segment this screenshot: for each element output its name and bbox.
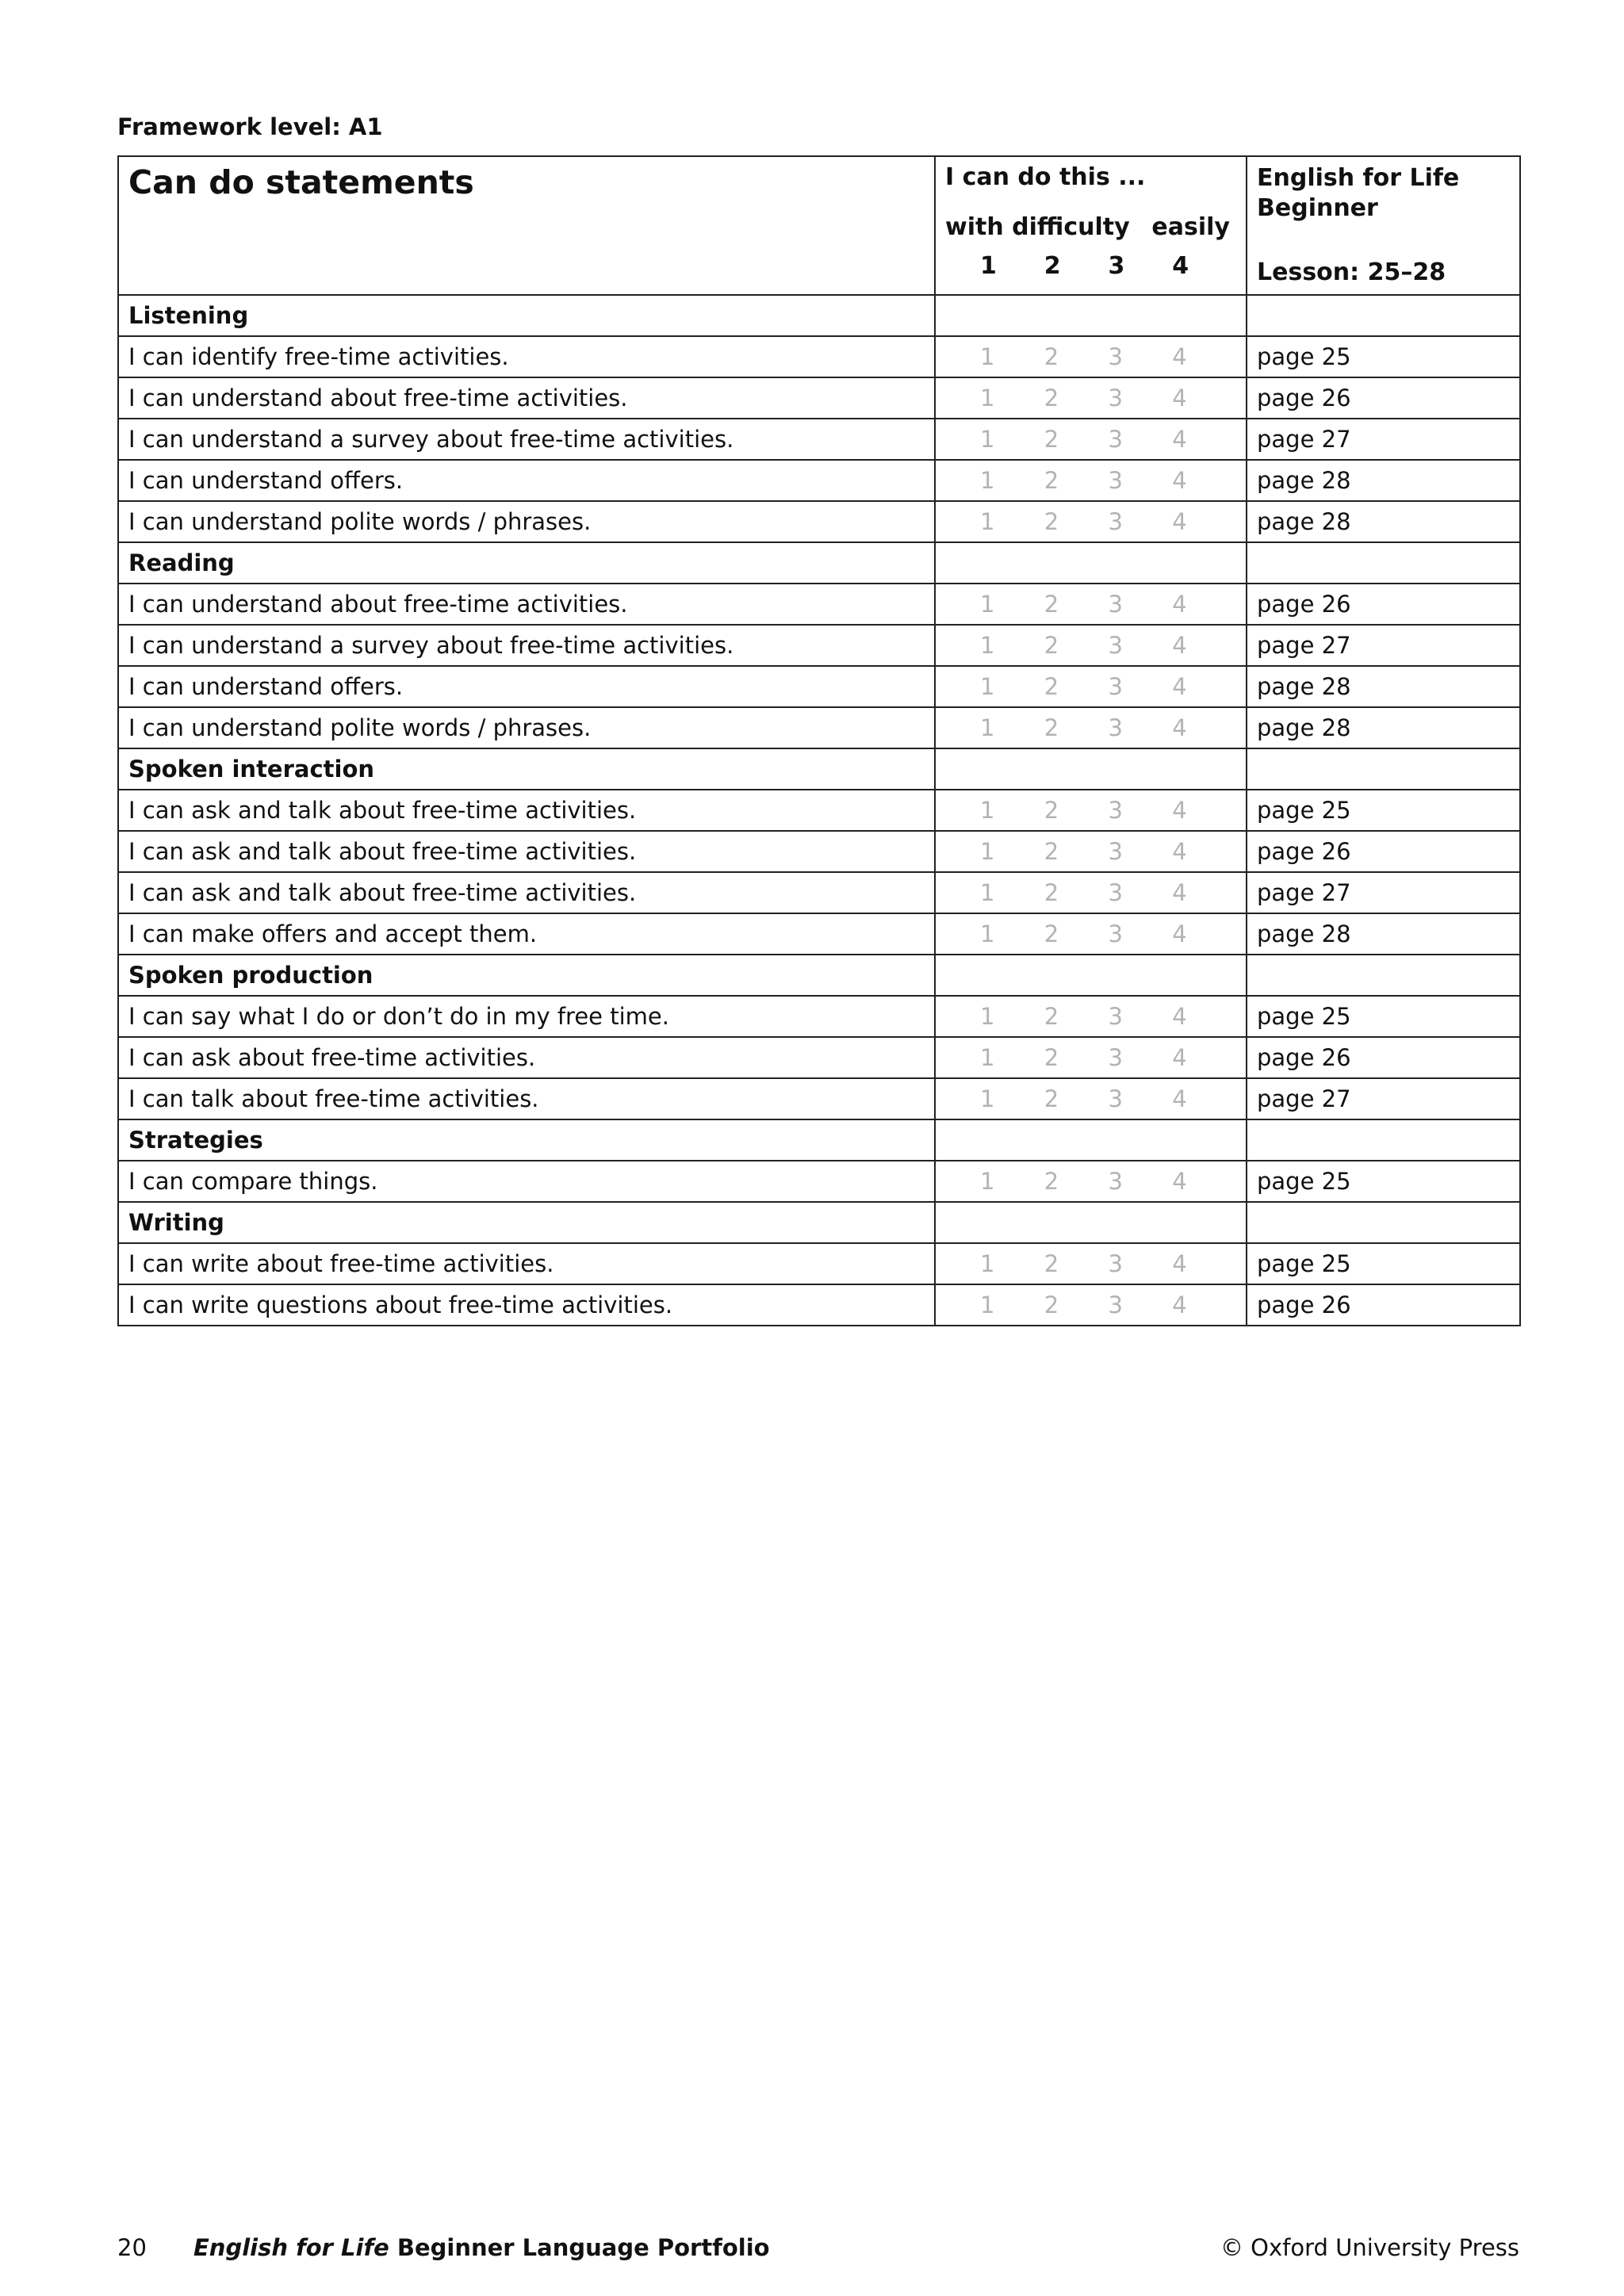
section-title: Writing — [118, 1202, 935, 1243]
rating-option[interactable]: 1 — [980, 1292, 995, 1318]
rating-option[interactable]: 4 — [1172, 632, 1187, 659]
rating-cell — [935, 707, 1247, 748]
statement-text: I can ask about free-time activities. — [118, 1037, 935, 1078]
empty-cell — [1247, 748, 1520, 790]
page-reference: page 28 — [1247, 501, 1520, 542]
statement-text: I can understand polite words / phrases. — [118, 707, 935, 748]
publication-title — [193, 2234, 770, 2261]
header-scale-cell — [935, 156, 1247, 295]
rating-option[interactable]: 2 — [1044, 467, 1059, 494]
rating-option[interactable]: 3 — [1108, 343, 1123, 370]
rating-option[interactable]: 3 — [1108, 591, 1123, 618]
book-level: Beginner — [1257, 194, 1378, 222]
empty-cell — [1247, 542, 1520, 584]
rating-option[interactable]: 4 — [1172, 508, 1187, 535]
section-title: Reading — [118, 542, 935, 584]
statement-row — [118, 625, 1520, 666]
rating-option[interactable]: 3 — [1108, 879, 1123, 906]
rating-cell — [935, 913, 1247, 955]
page-reference: page 27 — [1247, 1078, 1520, 1119]
rating-option[interactable]: 1 — [980, 920, 995, 947]
rating-cell — [935, 584, 1247, 625]
section-row — [118, 748, 1520, 790]
rating-option[interactable]: 1 — [980, 508, 995, 535]
rating-cell — [935, 460, 1247, 501]
section-title: Spoken production — [118, 955, 935, 996]
rating-cell — [935, 625, 1247, 666]
scale-number: 3 — [1108, 252, 1125, 280]
scale-words — [945, 195, 1236, 241]
page-reference: page 27 — [1247, 625, 1520, 666]
rating-cell — [935, 419, 1247, 460]
empty-cell — [935, 748, 1247, 790]
statement-row — [118, 913, 1520, 955]
page-reference: page 26 — [1247, 1037, 1520, 1078]
rating-option[interactable]: 3 — [1108, 632, 1123, 659]
rating-cell — [935, 336, 1247, 377]
rating-cell — [935, 790, 1247, 831]
page-reference: page 28 — [1247, 666, 1520, 707]
statement-text: I can understand offers. — [118, 460, 935, 501]
statement-text: I can understand about free-time activities. — [118, 377, 935, 419]
statement-row — [118, 584, 1520, 625]
rating-option[interactable]: 4 — [1172, 1168, 1187, 1195]
rating-option[interactable]: 1 — [980, 1085, 995, 1112]
empty-cell — [935, 1119, 1247, 1161]
rating-option[interactable]: 1 — [980, 797, 995, 824]
rating-option[interactable]: 4 — [1172, 343, 1187, 370]
statement-text: I can write questions about free-time activities. — [118, 1284, 935, 1326]
rating-option[interactable]: 2 — [1044, 385, 1059, 411]
rating-option[interactable]: 2 — [1044, 1003, 1059, 1030]
header-book-cell — [1247, 156, 1520, 295]
rating-option[interactable]: 3 — [1108, 797, 1123, 824]
empty-cell — [1247, 295, 1520, 336]
page-reference: page 28 — [1247, 913, 1520, 955]
page-reference: page 26 — [1247, 377, 1520, 419]
rating-cell — [935, 501, 1247, 542]
rating-cell — [935, 1161, 1247, 1202]
rating-option[interactable]: 3 — [1108, 1003, 1123, 1030]
page-reference: page 27 — [1247, 419, 1520, 460]
rating-option[interactable]: 4 — [1172, 1250, 1187, 1277]
section-title: Spoken interaction — [118, 748, 935, 790]
page-footer — [117, 2234, 1519, 2269]
statement-text: I can understand polite words / phrases. — [118, 501, 935, 542]
statement-text: I can compare things. — [118, 1161, 935, 1202]
page-reference: page 26 — [1247, 584, 1520, 625]
rating-option[interactable]: 1 — [980, 879, 995, 906]
rating-cell — [935, 872, 1247, 913]
statement-row — [118, 1284, 1520, 1326]
rating-cell — [935, 1078, 1247, 1119]
statement-row — [118, 1037, 1520, 1078]
header-title-cell — [118, 156, 935, 295]
rating-option[interactable]: 2 — [1044, 1250, 1059, 1277]
rating-option[interactable]: 1 — [980, 426, 995, 453]
rating-option[interactable]: 1 — [980, 1250, 995, 1277]
table-title: Can do statements — [128, 163, 474, 201]
statement-row — [118, 831, 1520, 872]
page-reference: page 25 — [1247, 996, 1520, 1037]
rating-option[interactable]: 4 — [1172, 838, 1187, 865]
statement-row — [118, 996, 1520, 1037]
statement-row — [118, 501, 1520, 542]
statement-row — [118, 872, 1520, 913]
rating-cell — [935, 666, 1247, 707]
page-number: 20 — [117, 2234, 147, 2261]
rating-option[interactable]: 4 — [1172, 920, 1187, 947]
empty-cell — [1247, 1119, 1520, 1161]
scale-number: 1 — [980, 252, 997, 280]
statement-row — [118, 1243, 1520, 1284]
rating-option[interactable]: 3 — [1108, 1250, 1123, 1277]
rating-option[interactable]: 2 — [1044, 838, 1059, 865]
copyright: © Oxford University Press — [1220, 2234, 1519, 2261]
statement-row — [118, 419, 1520, 460]
statement-text: I can understand offers. — [118, 666, 935, 707]
page-reference: page 28 — [1247, 460, 1520, 501]
rating-option[interactable]: 1 — [980, 838, 995, 865]
rating-option[interactable]: 4 — [1172, 426, 1187, 453]
rating-cell — [935, 1284, 1247, 1326]
rating-option[interactable]: 1 — [980, 385, 995, 411]
rating-option[interactable]: 2 — [1044, 879, 1059, 906]
page-reference: page 27 — [1247, 872, 1520, 913]
statement-text: I can ask and talk about free-time activities. — [118, 831, 935, 872]
statement-text: I can write about free-time activities. — [118, 1243, 935, 1284]
rating-option[interactable]: 4 — [1172, 591, 1187, 618]
statement-text: I can say what I do or don’t do in my free time. — [118, 996, 935, 1037]
rating-option[interactable]: 4 — [1172, 467, 1187, 494]
rating-option[interactable]: 1 — [980, 1003, 995, 1030]
statement-text: I can make offers and accept them. — [118, 913, 935, 955]
statement-text: I can understand a survey about free-time activities. — [118, 625, 935, 666]
statement-text: I can talk about free-time activities. — [118, 1078, 935, 1119]
rating-option[interactable]: 3 — [1108, 1168, 1123, 1195]
statement-text: I can understand a survey about free-time activities. — [118, 419, 935, 460]
empty-cell — [1247, 955, 1520, 996]
rating-option[interactable]: 3 — [1108, 838, 1123, 865]
lesson-label: Lesson: 25–28 — [1257, 258, 1446, 286]
table-header-row — [118, 156, 1520, 295]
statement-row — [118, 377, 1520, 419]
easily-label: easily — [1151, 213, 1230, 241]
section-row — [118, 955, 1520, 996]
rating-option[interactable]: 4 — [1172, 1003, 1187, 1030]
rating-option[interactable]: 2 — [1044, 1085, 1059, 1112]
publication-title-italic: English for Life — [193, 2234, 389, 2261]
rating-option[interactable]: 2 — [1044, 673, 1059, 700]
rating-option[interactable]: 1 — [980, 1168, 995, 1195]
section-title: Strategies — [118, 1119, 935, 1161]
rating-option[interactable]: 2 — [1044, 632, 1059, 659]
rating-option[interactable]: 4 — [1172, 879, 1187, 906]
rating-option[interactable]: 1 — [980, 714, 995, 741]
scale-numbers — [945, 252, 1236, 280]
rating-option[interactable]: 3 — [1108, 1292, 1123, 1318]
rating-option[interactable]: 3 — [1108, 508, 1123, 535]
publication-title-rest: Beginner Language Portfolio — [389, 2234, 770, 2261]
rating-option[interactable]: 4 — [1172, 714, 1187, 741]
statement-row — [118, 790, 1520, 831]
rating-option[interactable]: 2 — [1044, 714, 1059, 741]
empty-cell — [1247, 1202, 1520, 1243]
rating-cell — [935, 1243, 1247, 1284]
rating-option[interactable]: 2 — [1044, 797, 1059, 824]
section-row — [118, 542, 1520, 584]
rating-option[interactable]: 1 — [980, 591, 995, 618]
page-reference: page 25 — [1247, 1161, 1520, 1202]
statement-row — [118, 1078, 1520, 1119]
rating-option[interactable]: 3 — [1108, 1085, 1123, 1112]
empty-cell — [935, 1202, 1247, 1243]
rating-cell — [935, 996, 1247, 1037]
statement-text: I can ask and talk about free-time activities. — [118, 872, 935, 913]
page-reference: page 28 — [1247, 707, 1520, 748]
rating-option[interactable]: 2 — [1044, 1044, 1059, 1071]
statement-text: I can ask and talk about free-time activities. — [118, 790, 935, 831]
page-reference: page 26 — [1247, 831, 1520, 872]
can-do-table — [117, 155, 1521, 1326]
empty-cell — [935, 542, 1247, 584]
rating-option[interactable]: 2 — [1044, 426, 1059, 453]
rating-option[interactable]: 3 — [1108, 714, 1123, 741]
empty-cell — [935, 295, 1247, 336]
page-reference: page 25 — [1247, 1243, 1520, 1284]
rating-option[interactable]: 3 — [1108, 385, 1123, 411]
statement-row — [118, 460, 1520, 501]
rating-option[interactable]: 2 — [1044, 343, 1059, 370]
rating-option[interactable]: 2 — [1044, 591, 1059, 618]
rating-option[interactable]: 2 — [1044, 1168, 1059, 1195]
rating-option[interactable]: 1 — [980, 1044, 995, 1071]
rating-cell — [935, 1037, 1247, 1078]
rating-option[interactable]: 4 — [1172, 797, 1187, 824]
rating-cell — [935, 831, 1247, 872]
page-reference: page 25 — [1247, 336, 1520, 377]
section-title: Listening — [118, 295, 935, 336]
statement-text: I can understand about free-time activities. — [118, 584, 935, 625]
scale-number: 4 — [1172, 252, 1189, 280]
rating-option[interactable]: 3 — [1108, 467, 1123, 494]
statement-row — [118, 1161, 1520, 1202]
statement-row — [118, 336, 1520, 377]
empty-cell — [935, 955, 1247, 996]
statement-text: I can identify free-time activities. — [118, 336, 935, 377]
scale-number: 2 — [1044, 252, 1061, 280]
rating-option[interactable]: 1 — [980, 343, 995, 370]
statement-row — [118, 707, 1520, 748]
rating-cell — [935, 377, 1247, 419]
rating-option[interactable]: 4 — [1172, 385, 1187, 411]
rating-option[interactable]: 3 — [1108, 426, 1123, 453]
rating-option[interactable]: 3 — [1108, 1044, 1123, 1071]
rating-option[interactable]: 4 — [1172, 673, 1187, 700]
section-row — [118, 1202, 1520, 1243]
rating-option[interactable]: 2 — [1044, 920, 1059, 947]
rating-option[interactable]: 4 — [1172, 1292, 1187, 1318]
statement-row — [118, 666, 1520, 707]
with-difficulty-label: with difficulty — [945, 213, 1130, 241]
i-can-heading: I can do this ... — [945, 163, 1146, 191]
page-reference: page 26 — [1247, 1284, 1520, 1326]
rating-option[interactable]: 3 — [1108, 673, 1123, 700]
rating-option[interactable]: 4 — [1172, 1044, 1187, 1071]
rating-option[interactable]: 2 — [1044, 1292, 1059, 1318]
rating-option[interactable]: 1 — [980, 632, 995, 659]
page-reference: page 25 — [1247, 790, 1520, 831]
rating-option[interactable]: 2 — [1044, 508, 1059, 535]
rating-option[interactable]: 4 — [1172, 1085, 1187, 1112]
section-row — [118, 1119, 1520, 1161]
rating-option[interactable]: 1 — [980, 673, 995, 700]
rating-option[interactable]: 1 — [980, 467, 995, 494]
section-row — [118, 295, 1520, 336]
book-title: English for Life — [1257, 164, 1460, 192]
rating-option[interactable]: 3 — [1108, 920, 1123, 947]
framework-level: Framework level: A1 — [117, 113, 383, 140]
